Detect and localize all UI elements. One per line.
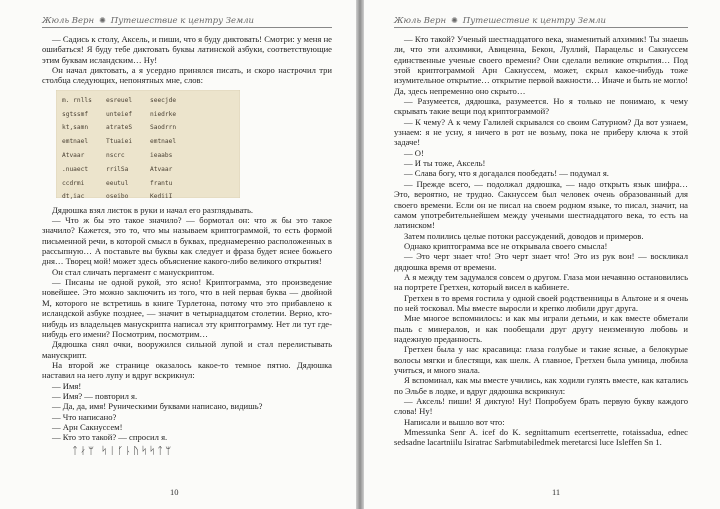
- paragraph: Однако криптограмма все не открывала своего смысла!: [404, 240, 608, 251]
- dialogue-line: — Имя!: [52, 380, 82, 391]
- header-author: Жюль Верн: [42, 16, 95, 26]
- cipher-cell: unteief: [106, 110, 133, 118]
- cipher-text: Mmessunka Senr A. icef do K. segnittamurn ecertserrette, rotaissadua, ednec sedsadne lacartniilu Isiratrac Sarbmutabiledmek meretarcsi luce Isleffen Sn 1.: [394, 427, 688, 448]
- header-title: Путешествие к центру Земли: [110, 16, 255, 26]
- cipher-cell: ccdrmi: [62, 179, 85, 187]
- dialogue-line: — Что написано?: [52, 411, 117, 422]
- paragraph: Я вспоминал, как мы вместе учились, как ходили гулять вместе, как катались по Эльбе в лодке, и вдруг дядюшка вскрикнул:: [394, 375, 688, 396]
- cipher-row: [62, 177, 194, 191]
- running-header: [42, 14, 332, 28]
- cipher-cell: esreuel: [106, 96, 133, 104]
- right-page: [364, 0, 720, 509]
- cipher-cell: emtnael: [150, 138, 177, 146]
- paragraph: — Садись к столу, Аксель, и пиши, что я буду диктовать! Смотри: у меня не ошибаться! Я буду тебе диктовать буквы латинской азбуки, соответствующие этим буквам исландским… Ну!: [42, 34, 332, 65]
- cipher-cell: eeutul: [106, 179, 129, 187]
- book-gutter: [356, 0, 364, 509]
- paragraph: — Что ж бы это такое значило? — бормотал он: что ж бы это такое значило? Кажется, это то, что мы называем криптограммой, то есть формой письменной речи, в которой смысл в буквах, преднамеренно расположенных в рассыпную… А поставьте вы буквы как следует и фраза будет яснее божьего дня… Творец мой! может здесь объяснение какого-либо великого открытия!: [42, 215, 332, 267]
- paragraph: — Кто такой? Ученый шестнадцатого века, знаменитый алхимик! Ты знаешь ли, что эти алхимики, Авиценна, Бекон, Луллий, Парацельс и Сакнуссем единственные ученые своего времени? Они сделали великие открытия… Под этой криптограммой Арн Сакнуссем, может, скрыл какое-нибудь тоже изумительное открытие… открытие первой важности… Иначе и быть не могло! Да, здесь непременно оно скрыто…: [394, 34, 688, 96]
- cipher-row: [62, 121, 194, 135]
- cipher-table: [62, 94, 194, 204]
- cipher-cell: seecjde: [150, 96, 177, 104]
- paragraph: Дядюшка взял листок в руки и начал его разглядывать.: [52, 204, 254, 215]
- page-text: [42, 34, 332, 457]
- running-header: [394, 14, 688, 28]
- dialogue-line: — Кто это такой? — спросил я.: [52, 432, 168, 443]
- cipher-cell: rrilSa: [106, 165, 129, 173]
- cipher-cell: sgtssmf: [62, 110, 89, 118]
- cipher-cell: m. rnlls: [62, 96, 92, 104]
- cipher-cell: Ttuaiei: [106, 138, 133, 146]
- paragraph: — Это черт знает что! Это черт знает что! Это из рук вон! — воскликал дядюшка время от времени.: [394, 251, 688, 272]
- cipher-cell: Saodrrn: [150, 124, 177, 132]
- cipher-row: [62, 94, 194, 108]
- cipher-cell: atrateS: [106, 124, 133, 132]
- header-author: Жюль Верн: [394, 16, 447, 26]
- header-title: Путешествие к центру Земли: [462, 16, 607, 26]
- dialogue-line: — О!: [404, 147, 424, 158]
- cipher-row: [62, 108, 194, 122]
- cipher-cell: frantu: [150, 179, 173, 187]
- left-page: [0, 0, 356, 509]
- ornament-icon: ✺: [99, 16, 106, 25]
- paragraph: А я между тем задумался совсем о другом. Глаза мои нечаянно остановились на портрете Гретхен, который висел в кабинете.: [394, 271, 688, 293]
- cipher-cell: Atvaar: [62, 151, 85, 159]
- page-text: [394, 34, 688, 448]
- paragraph: Затем полились целые потоки рассуждений, доводов и примеров.: [404, 230, 644, 241]
- cipher-cell: kt,samn: [62, 124, 89, 132]
- cipher-row: [62, 135, 194, 149]
- paragraph: Он стал сличать пергамент с манускриптом.: [52, 266, 215, 277]
- cipher-cell: emtnael: [62, 138, 89, 146]
- ornament-icon: ✺: [451, 16, 458, 25]
- cipher-cell: .nuaect: [62, 165, 89, 173]
- cipher-image: [56, 90, 240, 201]
- cipher-cell: nscrc: [106, 151, 125, 159]
- cipher-cell: niedrke: [150, 110, 177, 118]
- paragraph: — К чему? А к чему Галилей скрывался со своим Сатурном? Да вот узнаем, узнаем: я не усну, я ничего в рот не возьму, пока не приберу ключа к этой задаче!: [394, 116, 688, 148]
- paragraph: На второй же странице оказалось какое-то темное пятно. Дядюшка наставил на него лупу и вдруг вскрикнул:: [42, 359, 332, 381]
- cipher-row: [62, 190, 194, 204]
- cipher-cell: oseibo: [106, 193, 129, 201]
- paragraph: Гретхен была у нас красавица: глаза голубые и такие ясные, а белокурые волосы мягки и блестящи, как шелк. А главное, Гретхен была умница, любила учиться, и много знала.: [394, 344, 688, 375]
- runic-inscription: ᛏᛅᛘ ᛋᛁᚴᚿᚢᛋᛋᛏᛘ: [72, 445, 174, 457]
- page-number: 10: [170, 487, 179, 497]
- paragraph: Дядюшка снял очки, вооружился сильной лупой и стал перелистывать манускрипт.: [42, 339, 332, 360]
- cipher-row: [62, 163, 194, 177]
- dialogue-line: — И ты тоже, Аксель!: [404, 158, 486, 169]
- cipher-cell: Atvaar: [150, 165, 173, 173]
- paragraph: Гретхен в то время гостила у одной своей родственницы в Альтоне и я очень по ней тосковал. Мы вместе выросли и крепко любили друг друга.: [394, 292, 688, 313]
- cipher-cell: dt,iac: [62, 193, 85, 201]
- dialogue-line: — Слава богу, что я догадался пообедать! — подумал я.: [404, 168, 609, 179]
- dialogue-line: — Арн Сакнуссем!: [52, 421, 123, 432]
- paragraph: — Прежде всего, — подолжал дядюшка, — надо открыть язык шифра… Это, вероятно, не трудно. Сакнуссем был человек очень образованный для своего времени. Если он не писал на своем родном языке, то писал, значит, на самом употребительнейшем между учеными шестнадцатого века, то есть на латинском!: [394, 178, 688, 231]
- page-number: 11: [552, 487, 561, 497]
- paragraph: Мне многое вспомнилось: и как мы играли детьми, и как вместе обметали пыль с минералов, и как пообещали друг другу неизменную любовь и надежную преданность.: [394, 313, 688, 344]
- paragraph: — Писаны не одной рукой, это ясно! Криптограмма, это произведение новейшее. Это можно заключить из того, что в ней первая буква — двойной М, которого не встретишь в книге Турлетона, потому что это прибавлено к исландской азбуке позднее, — значит в четырнадцатом столетии. Верно, кто-нибудь из владельцев манускрипта написал эту криптограмму. Нет ли тут где-нибудь его имени? Посмотрим, посмотрим…: [42, 277, 332, 339]
- cipher-row: [62, 149, 194, 163]
- dialogue-line: — Да, да, имя! Руническими буквами написано, видишь?: [52, 401, 263, 412]
- paragraph: — Разумеется, дядюшка, разумеется. Но я только не понимаю, к чему скрывать такие вещи под криптограммой?: [394, 96, 688, 117]
- paragraph: — Аксель! пиши! Я диктую! Ну! Попробуем брать первую букву каждого слова! Ну!: [394, 396, 688, 417]
- cipher-cell: KediiI: [150, 193, 173, 201]
- paragraph: Он начал диктовать, а я усердно принялся писать, и скоро настрочил три столбца следующих, непонятных мне, слов:: [42, 65, 332, 86]
- cipher-cell: ieaabs: [150, 151, 173, 159]
- paragraph: Написали и вышло вот что:: [404, 416, 505, 427]
- dialogue-line: — Имя? — повторил я.: [52, 390, 138, 401]
